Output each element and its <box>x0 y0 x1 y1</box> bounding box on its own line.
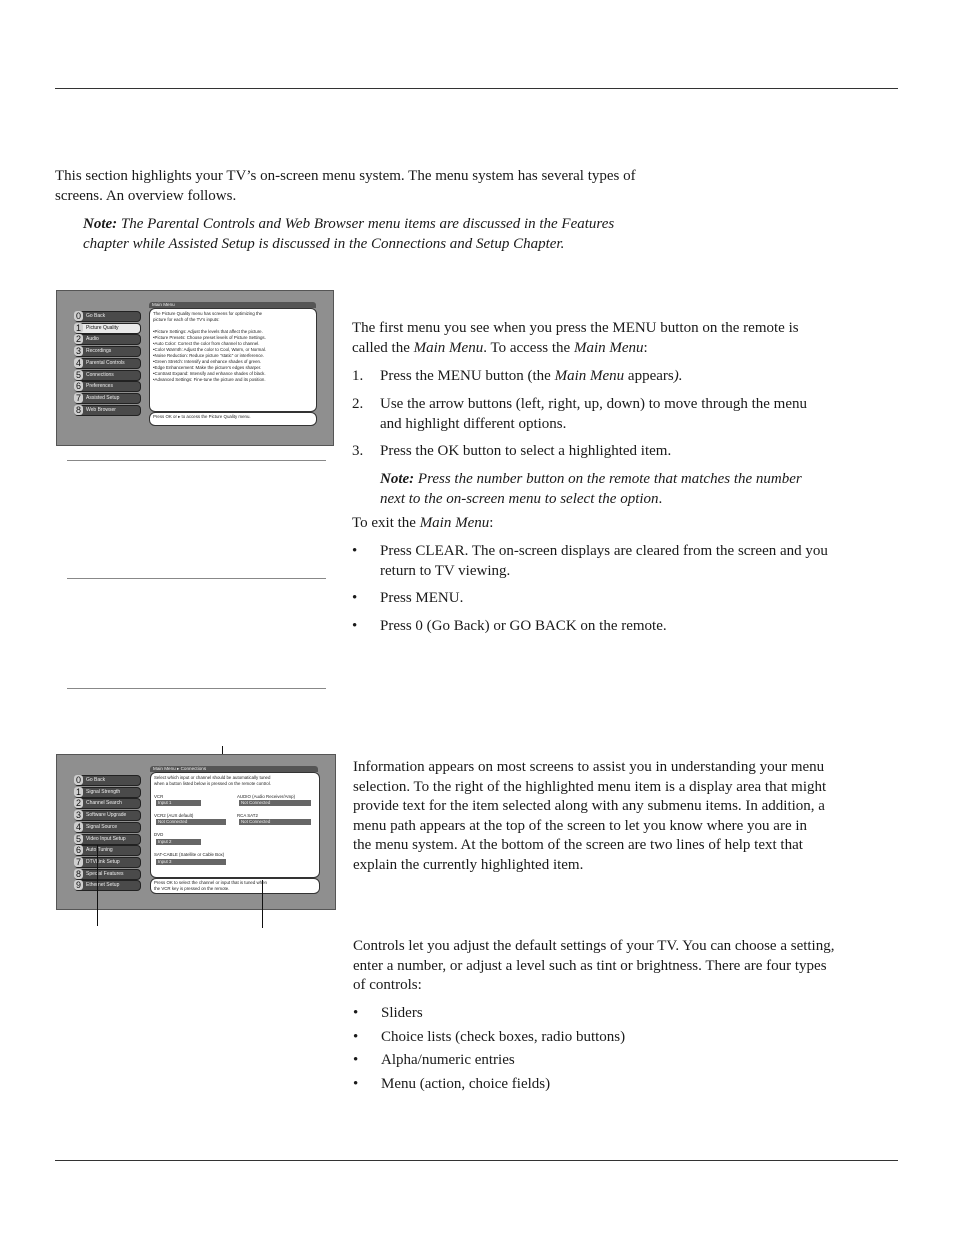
step-note: Note: Press the number button on the remote that matches the number next to the on-screen menu to select the option. <box>380 471 802 507</box>
menu-path-header: Main Menu ▸ Connections <box>150 766 318 772</box>
menu-item-label: DTVLink Setup <box>86 858 120 865</box>
menu-item-button[interactable] <box>74 405 141 416</box>
sidebar-divider <box>67 578 326 579</box>
controls-paragraph: Controls let you adjust the default settings of your TV. You can choose a setting, enter a number, or adjust a level such as tint or brightness. There are four types of controls: <box>353 938 835 993</box>
menu-item-label: Signal Source <box>86 823 118 830</box>
menu-item-label: Web Browser <box>86 406 116 413</box>
menu-item-button[interactable] <box>74 334 141 345</box>
menu-item-number: 9 <box>75 880 81 891</box>
menu-item-button[interactable] <box>74 822 141 833</box>
menu-item-button[interactable] <box>74 775 141 786</box>
menu-item-number: 5 <box>75 833 81 844</box>
menu-item-button[interactable] <box>74 323 141 334</box>
menu-item-button[interactable] <box>74 393 141 404</box>
menu-path-header: Main Menu <box>149 302 316 308</box>
vcr-field[interactable]: Input 1 <box>156 800 201 806</box>
main-menu-instructions: The first menu you see when you press the MENU button on the remote is called the Main Menu. To access the Main Menu: <box>352 320 799 356</box>
sidebar-divider <box>67 460 326 461</box>
menu-item-button[interactable] <box>74 880 141 891</box>
menu-item-label: Picture Quality <box>86 324 119 331</box>
info-line: •Picture Presets: Choose preset levels of Picture Settings. <box>153 335 266 340</box>
menu-item-number: 7 <box>75 856 81 867</box>
info-line: •Auto Color: Correct the color from channel to channel. <box>153 341 260 346</box>
vcr2-field[interactable]: Not Connected <box>156 819 226 825</box>
menu-item-number: 3 <box>75 810 81 821</box>
exit-bullets: • Press CLEAR. The on-screen displays are cleared from the screen and you return to TV viewing. • Press MENU. • Press 0 (Go Back) or GO BACK on the remote. <box>352 543 828 634</box>
controls-bullets: • Sliders • Choice lists (check boxes, radio buttons) • Alpha/numeric entries • Menu (action, choice fields) <box>353 1005 626 1092</box>
menu-item-button[interactable] <box>74 358 141 369</box>
menu-item-number: 1 <box>75 322 81 333</box>
menu-item-label: Signal Strength <box>86 788 121 795</box>
info-line: picture for each of the TV's inputs: <box>153 317 220 322</box>
menu-item-button[interactable] <box>74 381 141 392</box>
menu-item-number: 5 <box>75 369 81 380</box>
menu-item-label: Preferences <box>86 383 113 390</box>
menu-item-button[interactable] <box>74 798 141 809</box>
menu-item-button[interactable] <box>74 787 141 798</box>
intro-note: Note: The Parental Controls and Web Browser menu items are discussed in the Features chapter while Assisted Setup is discussed in the Connections and Setup Chapter. <box>83 216 615 252</box>
steps-list: 1. Press the MENU button (the Main Menu appears). 2. Use the arrow buttons (left, right, up, down) to move through the menu and highlight different options. 3. Press the OK button to select a highlighted item. <box>352 368 808 459</box>
menu-item-number: 4 <box>75 821 81 832</box>
menu-item-number: 4 <box>75 357 81 368</box>
sidebar-divider <box>67 688 326 689</box>
menu-item-button[interactable] <box>74 869 141 880</box>
info-display-area: Select which input or channel should be automatically tuned when a button listed below is pressed on the remote control. VCR Input 1 AUDIO (Audio Receiver/Amp) Not Connected VCR2 (AUX default) Not Connected RCA SAT2 Not Connected DVD Input 2 SAT-CABLE (Satellite or Cable Box) Input 3 <box>150 772 320 878</box>
menu-item-button[interactable] <box>74 311 141 322</box>
menu-items-callout-line <box>97 845 98 926</box>
menu-item-label: Channel Search <box>86 800 122 807</box>
menu-item-label: Ethernet Setup <box>86 882 120 889</box>
info-line: •Color Warmth: Adjust the color to Cool, Warm, or Normal. <box>153 347 266 352</box>
intro-paragraph: This section highlights your TV’s on-screen menu system. The menu system has several types of screens. An overview follows. <box>55 168 636 204</box>
help-text-area: Press OK or ▸ to access the Picture Quality menu. <box>149 412 317 426</box>
menu-item-label: Software Upgrade <box>86 812 127 819</box>
menu-item-number: 3 <box>75 346 81 357</box>
info-line: •Advanced Settings: Fine-tune the picture and its position. <box>153 377 266 382</box>
menu-item-number: 0 <box>75 775 81 785</box>
menu-item-number: 6 <box>75 381 81 392</box>
menu-item-number: 6 <box>75 845 81 856</box>
help-text-area: Press OK to select the channel or input that is tuned when the VCR key is pressed on the remote. <box>150 878 320 894</box>
menu-item-label: Auto Tuning <box>86 847 113 854</box>
info-line: •Edge Enhancement: Make the picture's edges sharper. <box>153 365 262 370</box>
menu-item-button[interactable] <box>74 810 141 821</box>
info-paragraph: Information appears on most screens to assist you in understanding your menu selection. To the right of the highlighted menu item is a display area that might provide text for the item selected along with any submenu items. In addition, a menu path appears at the top of the screen to let you know where you are in the menu system. At the bottom of the screen are two lines of help text that explain the currently highlighted item. <box>353 759 827 873</box>
menu-item-label: Recordings <box>86 348 112 355</box>
header-rule <box>55 88 898 89</box>
info-line: •Contrast Expand: Intensify and enhance shades of black. <box>153 371 266 376</box>
help-text-callout-line <box>262 880 263 928</box>
menu-item-label: Parental Controls <box>86 359 125 366</box>
rca-sat2-field[interactable]: Not Connected <box>239 819 311 825</box>
menu-item-number: 8 <box>75 868 81 879</box>
menu-item-button[interactable] <box>74 845 141 856</box>
menu-item-label: Special Features <box>86 870 124 877</box>
menu-item-button[interactable] <box>74 346 141 357</box>
footer-rule <box>55 1160 898 1161</box>
info-line: •Noise Reduction: Reduce picture "static" or interference. <box>153 353 265 358</box>
menu-item-label: Assisted Setup <box>86 394 120 401</box>
menu-item-button[interactable] <box>74 834 141 845</box>
menu-item-number: 1 <box>75 786 81 797</box>
menu-item-label: Go Back <box>86 313 106 319</box>
sat-cable-field[interactable]: Input 3 <box>156 859 226 865</box>
menu-item-button[interactable] <box>74 370 141 381</box>
info-line: The Picture Quality menu has screens for optimizing the <box>153 311 263 316</box>
menu-item-number: 2 <box>75 334 81 345</box>
menu-item-label: Go Back <box>86 777 106 783</box>
menu-item-number: 2 <box>75 798 81 809</box>
menu-item-number: 7 <box>75 392 81 403</box>
menu-item-label: Video Input Setup <box>86 835 126 842</box>
connections-screenshot <box>56 754 336 910</box>
audio-field[interactable]: Not Connected <box>239 800 311 806</box>
main-menu-screenshot <box>56 290 334 446</box>
info-line: •Green Stretch: Intensify and enhance shades of green. <box>153 359 262 364</box>
menu-item-button[interactable] <box>74 857 141 868</box>
menu-item-number: 8 <box>75 404 81 415</box>
exit-heading: To exit the Main Menu: <box>352 515 494 531</box>
menu-item-number: 0 <box>75 311 81 321</box>
dvd-field[interactable]: Input 2 <box>156 839 201 845</box>
info-display-area <box>149 308 317 412</box>
menu-item-label: Connections <box>86 371 114 378</box>
menu-item-label: Audio <box>86 336 99 343</box>
info-line: •Picture Settings: Adjust the levels that affect the picture. <box>153 329 263 334</box>
